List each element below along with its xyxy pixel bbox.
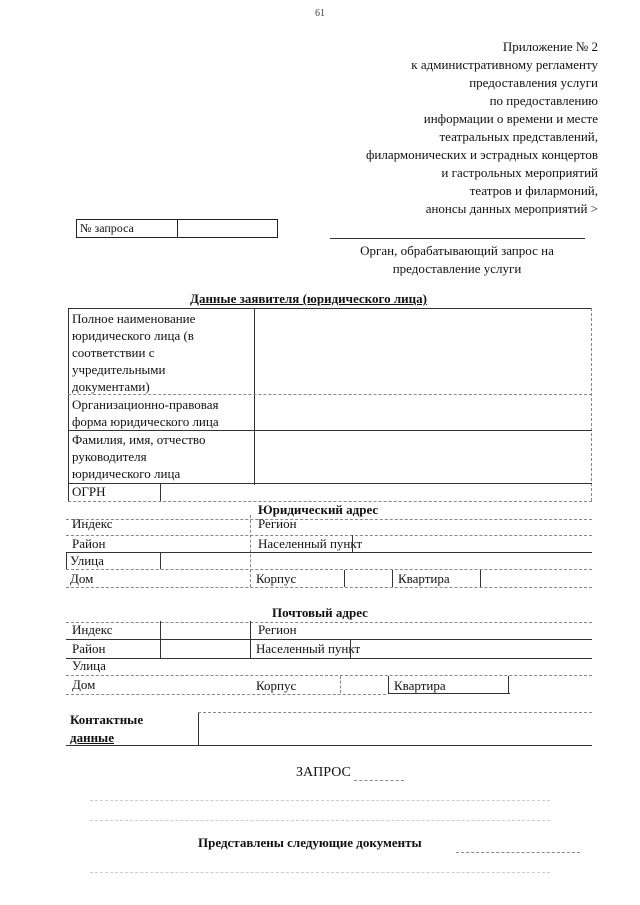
postal-address-heading: Почтовый адрес [272,605,368,620]
legal-index-label: Индекс [72,516,113,531]
address-row-line [66,552,592,553]
postal-street-label: Улица [72,658,106,673]
postal-column-divider [250,621,251,659]
address-row-line [66,622,592,623]
contacts-divider [198,712,199,746]
page-number: 61 [315,8,325,19]
row-divider [68,483,592,484]
request-title-trail [354,780,404,781]
address-row-line [66,519,592,520]
appendix-line: анонсы данных мероприятий > [425,201,598,216]
director-label-1: Фамилия, имя, отчество [72,432,206,447]
appendix-line: к административному регламенту [411,57,598,72]
street-divider [160,552,161,569]
legal-street-label: Улица [70,553,104,568]
address-row-line [66,675,592,676]
ogrn-divider [160,483,161,501]
appendix-line: предоставления услуги [469,75,598,90]
full-name-label-1: Полное наименование [72,311,196,326]
locality-divider [350,639,351,658]
documents-heading-trail [456,852,580,853]
documents-heading: Представлены следующие документы [198,835,422,850]
applicant-heading: Данные заявителя (юридического лица) [190,291,427,306]
org-form-label-2: форма юридического лица [72,414,219,429]
faint-rule [90,872,550,873]
postal-district-label: Район [72,641,106,656]
organ-caption-line: предоставление услуги [392,261,522,276]
contacts-bottom-line [66,745,592,746]
apartment-divider [508,676,509,693]
appendix-line: Приложение № 2 [502,39,598,54]
full-name-label-2: юридического лица (в [72,328,194,343]
faint-rule [90,820,550,821]
request-title: ЗАПРОС [296,765,351,780]
postal-region-label: Регион [258,622,297,637]
request-number-divider [177,220,178,237]
address-row-line [66,658,592,659]
postal-house-label: Дом [72,677,96,692]
address-row-line [66,587,592,588]
address-row-line [66,694,386,695]
row-divider [68,394,592,395]
full-name-label-3: соответствии с [72,345,155,360]
legal-address-heading: Юридический адрес [258,502,379,517]
organ-caption-line: Орган, обрабатывающий запрос на [360,243,554,258]
organ-caption [322,242,592,278]
apartment-underline [388,693,510,694]
table-column-divider [254,308,255,485]
address-column-divider [250,515,251,587]
legal-building-label: Корпус [256,571,297,586]
postal-apartment-label: Квартира [394,678,446,693]
address-row-line [66,569,592,570]
postal-locality-label: Населенный пункт [256,641,361,656]
appendix-line: и гастрольных мероприятий [441,165,598,180]
legal-district-label: Район [72,536,106,551]
faint-rule [90,800,550,801]
legal-locality-label: Населенный пункт [258,536,363,551]
table-border-top [68,308,592,309]
appendix-line: филармонических и эстрадных концертов [365,147,598,162]
postal-building-label: Корпус [256,678,297,693]
apartment-left-divider [388,676,389,693]
full-name-label-5: документами) [72,379,150,394]
full-name-label-4: учредительными [72,362,166,377]
appendix-note [366,38,598,218]
building-divider [344,570,345,587]
locality-divider [352,535,353,552]
organ-signature-line [330,238,585,239]
appendix-line: информации о времени и месте [423,111,598,126]
legal-house-label: Дом [70,571,94,586]
appendix-line: театральных представлений, [439,129,598,144]
postal-index-label: Индекс [72,622,113,637]
building-divider [340,676,341,693]
org-form-label-1: Организационно-правовая [72,397,219,412]
contacts-top-line [198,712,592,713]
contacts-label-1: Контактные [70,712,144,727]
postal-left-divider [160,621,161,659]
appendix-line: по предоставлению [489,93,598,108]
legal-region-label: Регион [258,516,297,531]
director-label-2: руководителя [72,449,147,464]
table-border-left [68,308,69,501]
apartment-divider [480,570,481,587]
request-number-box[interactable] [76,219,278,238]
street-left-border [66,552,67,569]
legal-apartment-label: Квартира [398,571,450,586]
director-label-3: юридического лица [72,466,181,481]
apartment-left-divider [392,570,393,587]
appendix-line: театров и филармоний, [469,183,598,198]
contacts-label-2: данные [70,730,114,745]
table-border-right [591,308,592,501]
ogrn-label: ОГРН [72,484,106,499]
request-number-label: № запроса [80,221,134,235]
